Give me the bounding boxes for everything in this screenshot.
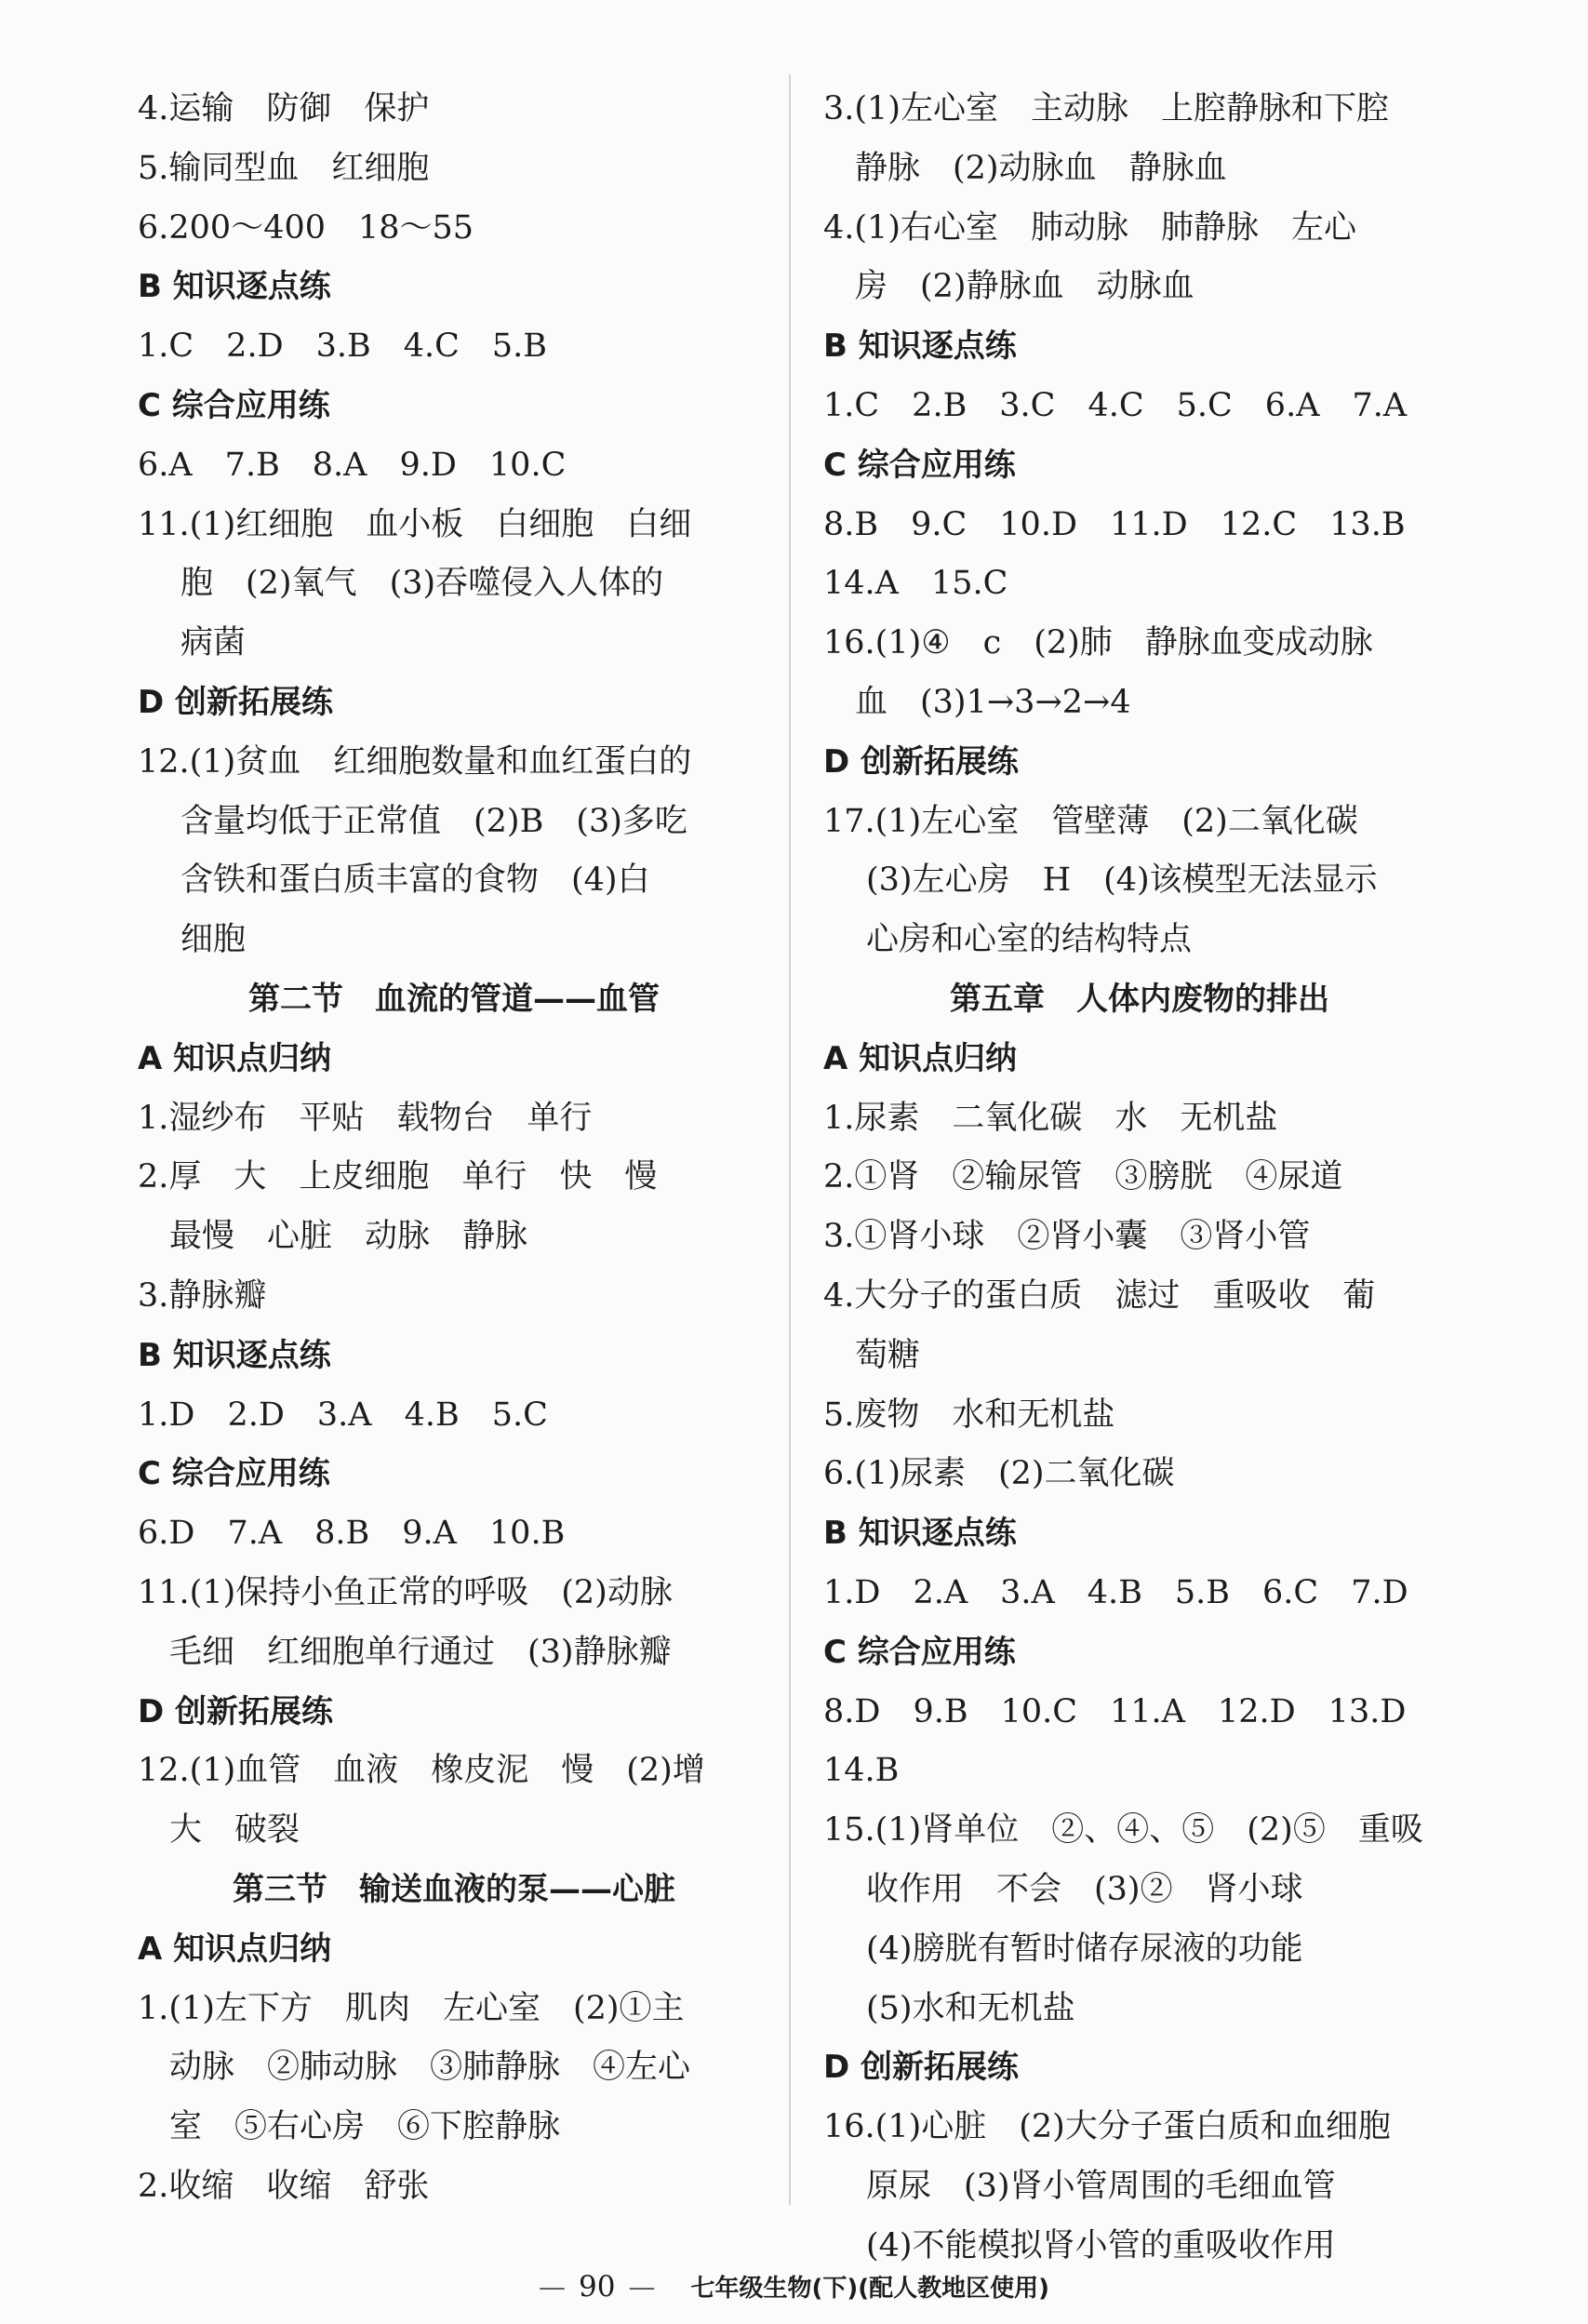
answer-line: 16.(1)④ c (2)肺 静脉血变成动脉 <box>823 624 1373 662</box>
answer-line: 心房和心室的结构特点 <box>866 921 1193 959</box>
answer-line: 5.输同型血 红细胞 <box>138 149 430 187</box>
answer-line: 4.(1)右心室 肺动脉 肺静脉 左心 <box>823 208 1356 247</box>
answer-line: 2.厚 大 上皮细胞 单行 快 慢 <box>138 1158 658 1196</box>
left-column <box>138 86 770 2223</box>
section-heading: B 知识逐点练 <box>138 268 331 306</box>
answer-line: 6.(1)尿素 (2)二氧化碳 <box>823 1455 1175 1493</box>
answer-line: 含量均低于正常值 (2)B (3)多吃 <box>180 802 687 840</box>
answer-line: 细胞 <box>180 921 247 959</box>
answer-line: 大 破裂 <box>169 1811 300 1850</box>
answer-line: 原尿 (3)肾小管周围的毛细血管 <box>866 2167 1336 2205</box>
answer-line: 6.200～400 18～55 <box>138 208 474 247</box>
answer-line: 12.(1)贫血 红细胞数量和血红蛋白的 <box>138 742 692 781</box>
section-heading: D 创新拓展练 <box>138 1692 334 1730</box>
chapter-title: 第五章 人体内废物的排出 <box>950 980 1329 1018</box>
page-number: 90 <box>579 2270 616 2304</box>
answer-line: (4)不能模拟肾小管的重吸收作用 <box>866 2226 1336 2264</box>
answer-line: 含铁和蛋白质丰富的食物 (4)白 <box>180 861 650 900</box>
answer-line: 4.运输 防御 保护 <box>138 90 430 127</box>
section-heading: C 综合应用练 <box>823 446 1016 484</box>
answer-line: 动脉 ②肺动脉 ③肺静脉 ④左心 <box>169 2049 691 2087</box>
answer-line: 14.B <box>823 1752 900 1790</box>
answer-line: 室 ⑤右心房 ⑥下腔静脉 <box>169 2108 561 2146</box>
answer-line: 14.A 15.C <box>823 565 1008 603</box>
chapter-title: 第二节 血流的管道——血管 <box>248 980 660 1018</box>
answer-line: 1.尿素 二氧化碳 水 无机盐 <box>823 1099 1278 1137</box>
section-heading: A 知识点归纳 <box>138 1039 332 1077</box>
answer-line: 11.(1)保持小鱼正常的呼吸 (2)动脉 <box>138 1573 673 1611</box>
column-divider <box>789 74 791 2205</box>
answer-line: 1.(1)左下方 肌肉 左心室 (2)①主 <box>138 1989 685 2027</box>
section-heading: D 创新拓展练 <box>823 2049 1020 2087</box>
page-footer <box>0 2270 1588 2305</box>
answer-line: 4.大分子的蛋白质 滤过 重吸收 葡 <box>823 1276 1376 1315</box>
answer-line: 1.C 2.B 3.C 4.C 5.C 6.A 7.A <box>823 386 1408 424</box>
answer-line: 最慢 心脏 动脉 静脉 <box>169 1218 528 1256</box>
footer-dash-right: — <box>628 2271 656 2303</box>
answer-line: 1.D 2.A 3.A 4.B 5.B 6.C 7.D <box>823 1573 1408 1611</box>
answer-line: 15.(1)肾单位 ②、④、⑤ (2)⑤ 重吸 <box>823 1811 1423 1850</box>
footer-dash-left: — <box>539 2271 566 2303</box>
section-heading: B 知识逐点练 <box>823 327 1017 366</box>
answer-line: 毛细 红细胞单行通过 (3)静脉瓣 <box>169 1633 672 1671</box>
answer-line: 6.D 7.A 8.B 9.A 10.B <box>138 1515 566 1553</box>
answer-line: 3.静脉瓣 <box>138 1276 267 1315</box>
answer-line: 11.(1)红细胞 血小板 白细胞 白细 <box>138 505 692 543</box>
right-column <box>823 86 1456 2281</box>
book-title: 七年级生物(下)(配人教地区使用) <box>690 2275 1049 2303</box>
answer-line: 17.(1)左心室 管壁薄 (2)二氧化碳 <box>823 802 1358 840</box>
answer-line: 2.收缩 收缩 舒张 <box>138 2167 430 2205</box>
answer-line: 12.(1)血管 血液 橡皮泥 慢 (2)增 <box>138 1752 705 1790</box>
answer-line: 1.湿纱布 平贴 载物台 单行 <box>138 1099 593 1137</box>
answer-line: 16.(1)心脏 (2)大分子蛋白质和血细胞 <box>823 2108 1391 2146</box>
section-heading: C 综合应用练 <box>138 1455 330 1493</box>
answer-line: 1.D 2.D 3.A 4.B 5.C <box>138 1396 548 1434</box>
section-heading: C 综合应用练 <box>138 386 330 424</box>
answer-line: 收作用 不会 (3)② 肾小球 <box>866 1870 1303 1908</box>
chapter-title: 第三节 输送血液的泵——心脏 <box>233 1870 675 1908</box>
answer-line: 血 (3)1→3→2→4 <box>855 683 1131 721</box>
answer-line: 萄糖 <box>855 1336 921 1374</box>
answer-line: 3.(1)左心室 主动脉 上腔静脉和下腔 <box>823 90 1389 127</box>
answer-line: 6.A 7.B 8.A 9.D 10.C <box>138 446 567 484</box>
answer-line: 静脉 (2)动脉血 静脉血 <box>855 149 1227 187</box>
answer-line: (4)膀胱有暂时储存尿液的功能 <box>866 1930 1303 1968</box>
answer-line: 胞 (2)氧气 (3)吞噬侵入人体的 <box>180 565 664 603</box>
answer-line: 3.①肾小球 ②肾小囊 ③肾小管 <box>823 1218 1311 1256</box>
section-heading: B 知识逐点练 <box>138 1336 331 1374</box>
section-heading: A 知识点归纳 <box>138 1930 332 1968</box>
answer-line: 2.①肾 ②输尿管 ③膀胱 ④尿道 <box>823 1158 1343 1196</box>
answer-line: 5.废物 水和无机盐 <box>823 1396 1115 1434</box>
answer-line: 1.C 2.D 3.B 4.C 5.B <box>138 327 548 366</box>
section-heading: D 创新拓展练 <box>138 683 334 721</box>
answer-line: 房 (2)静脉血 动脉血 <box>855 268 1194 306</box>
section-heading: A 知识点归纳 <box>823 1039 1018 1077</box>
section-heading: B 知识逐点练 <box>823 1515 1017 1553</box>
answer-line: 8.B 9.C 10.D 11.D 12.C 13.B <box>823 505 1406 543</box>
section-heading: D 创新拓展练 <box>823 742 1020 781</box>
answer-line: 8.D 9.B 10.C 11.A 12.D 13.D <box>823 1692 1407 1730</box>
answer-line: (3)左心房 H (4)该模型无法显示 <box>866 861 1378 900</box>
section-heading: C 综合应用练 <box>823 1633 1016 1671</box>
answer-line: (5)水和无机盐 <box>866 1989 1075 2027</box>
answer-line: 病菌 <box>180 624 247 662</box>
